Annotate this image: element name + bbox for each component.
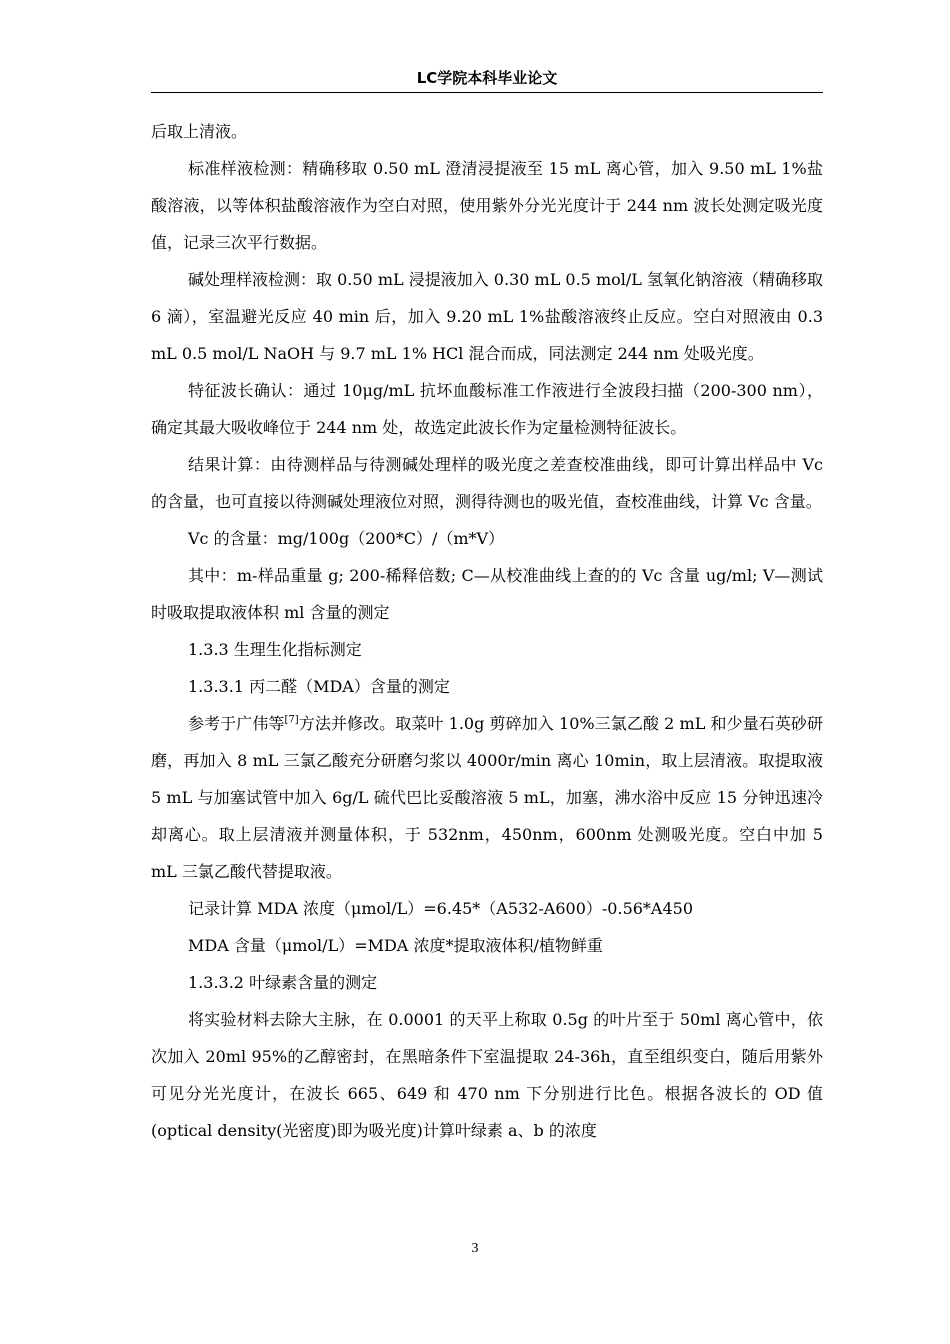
paragraph-chlorophyll-method: 将实验材料去除大主脉，在 0.0001 的天平上称取 0.5g 的叶片至于 50ml 离心管中，依次加入 20ml 95%的乙醇密封，在黑暗条件下室温提取 24-36h，直至组织变白，随后用紫外可见分光光度计，在波长 665、649 和 470 nm 下分别进行比色。根据各波长的 OD 值(optical density(光密度)即为吸光度)计算叶绿素 a、b 的浓度 [151, 1010, 823, 1140]
paragraph-alkali-sample: 碱处理样液检测：取 0.50 mL 浸提液加入 0.30 mL 0.5 mol/L 氢氧化钠溶液（精确移取 6 滴），室温避光反应 40 min 后，加入 9.20 mL 1%盐酸溶液终止反应。空白对照液由 0.3 mL 0.5 mol/L NaOH 与 9.7 mL 1% HCl 混合而成，同法测定 244 nm 处吸光度。 [151, 270, 823, 363]
header-rule [151, 92, 823, 93]
mda-method-body: 方法并修改。取菜叶 1.0g 剪碎加入 10%三氯乙酸 2 mL 和少量石英砂研磨，再加入 8 mL 三氯乙酸充分研磨匀浆以 4000r/min 离心 10min，取上层清液。取提取液 5 mL 与加塞试管中加入 6g/L 硫代巴比妥酸溶液 5 mL，加塞，沸水浴中反应 15 分钟迅速冷却离心。取上层清液并测量体积，于 532nm，450nm，600nm 处测吸光度。空白中加 5 mL 三氯乙酸代替提取液。 [151, 714, 823, 881]
section-heading-1-3-3-2: 1.3.3.2 叶绿素含量的测定 [188, 973, 378, 992]
paragraph-standard-sample: 标准样液检测：精确移取 0.50 mL 澄清浸提液至 15 mL 离心管，加入 9.50 mL 1%盐酸溶液，以等体积盐酸溶液作为空白对照，使用紫外分光光度计于 244 nm 波长处测定吸光度值，记录三次平行数据。 [151, 159, 823, 252]
section-heading-1-3-3-1: 1.3.3.1 丙二醛（MDA）含量的测定 [188, 677, 450, 696]
paragraph-vc-formula: Vc 的含量：mg/100g（200*C）/（m*V） [188, 529, 505, 548]
citation-ref[interactable]: [7] [284, 714, 299, 726]
paragraph-result-calc: 结果计算：由待测样品与待测碱处理样的吸光度之差查校准曲线，即可计算出样品中 Vc 的含量，也可直接以待测碱处理液位对照，测得待测也的吸光值，查校准曲线，计算 Vc 含量。 [151, 455, 823, 511]
section-heading-1-3-3: 1.3.3 生理生化指标测定 [188, 640, 362, 659]
paragraph-mda-content: MDA 含量（μmol/L）=MDA 浓度*提取液体积/植物鲜重 [188, 936, 603, 955]
paragraph-variables: 其中：m-样品重量 g; 200-稀释倍数; C—从校准曲线上查的的 Vc 含量 ug/ml; V—测试时吸取提取液体积 ml 含量的测定 [151, 566, 823, 622]
paragraph-mda-concentration: 记录计算 MDA 浓度（μmol/L）=6.45*（A532-A600）-0.56*A450 [188, 899, 694, 918]
document-body [151, 113, 823, 1149]
mda-method-lead: 参考于广伟等 [188, 714, 285, 733]
paragraph-wavelength: 特征波长确认：通过 10μg/mL 抗坏血酸标准工作液进行全波段扫描（200-300 nm），确定其最大吸收峰位于 244 nm 处，故选定此波长作为定量检测特征波长。 [151, 381, 823, 437]
page-header-title: LC学院本科毕业论文 [416, 69, 558, 87]
paragraph-continuation: 后取上清液。 [151, 122, 248, 141]
page-number: 3 [471, 1241, 479, 1256]
paragraph-mda-method [151, 705, 823, 890]
